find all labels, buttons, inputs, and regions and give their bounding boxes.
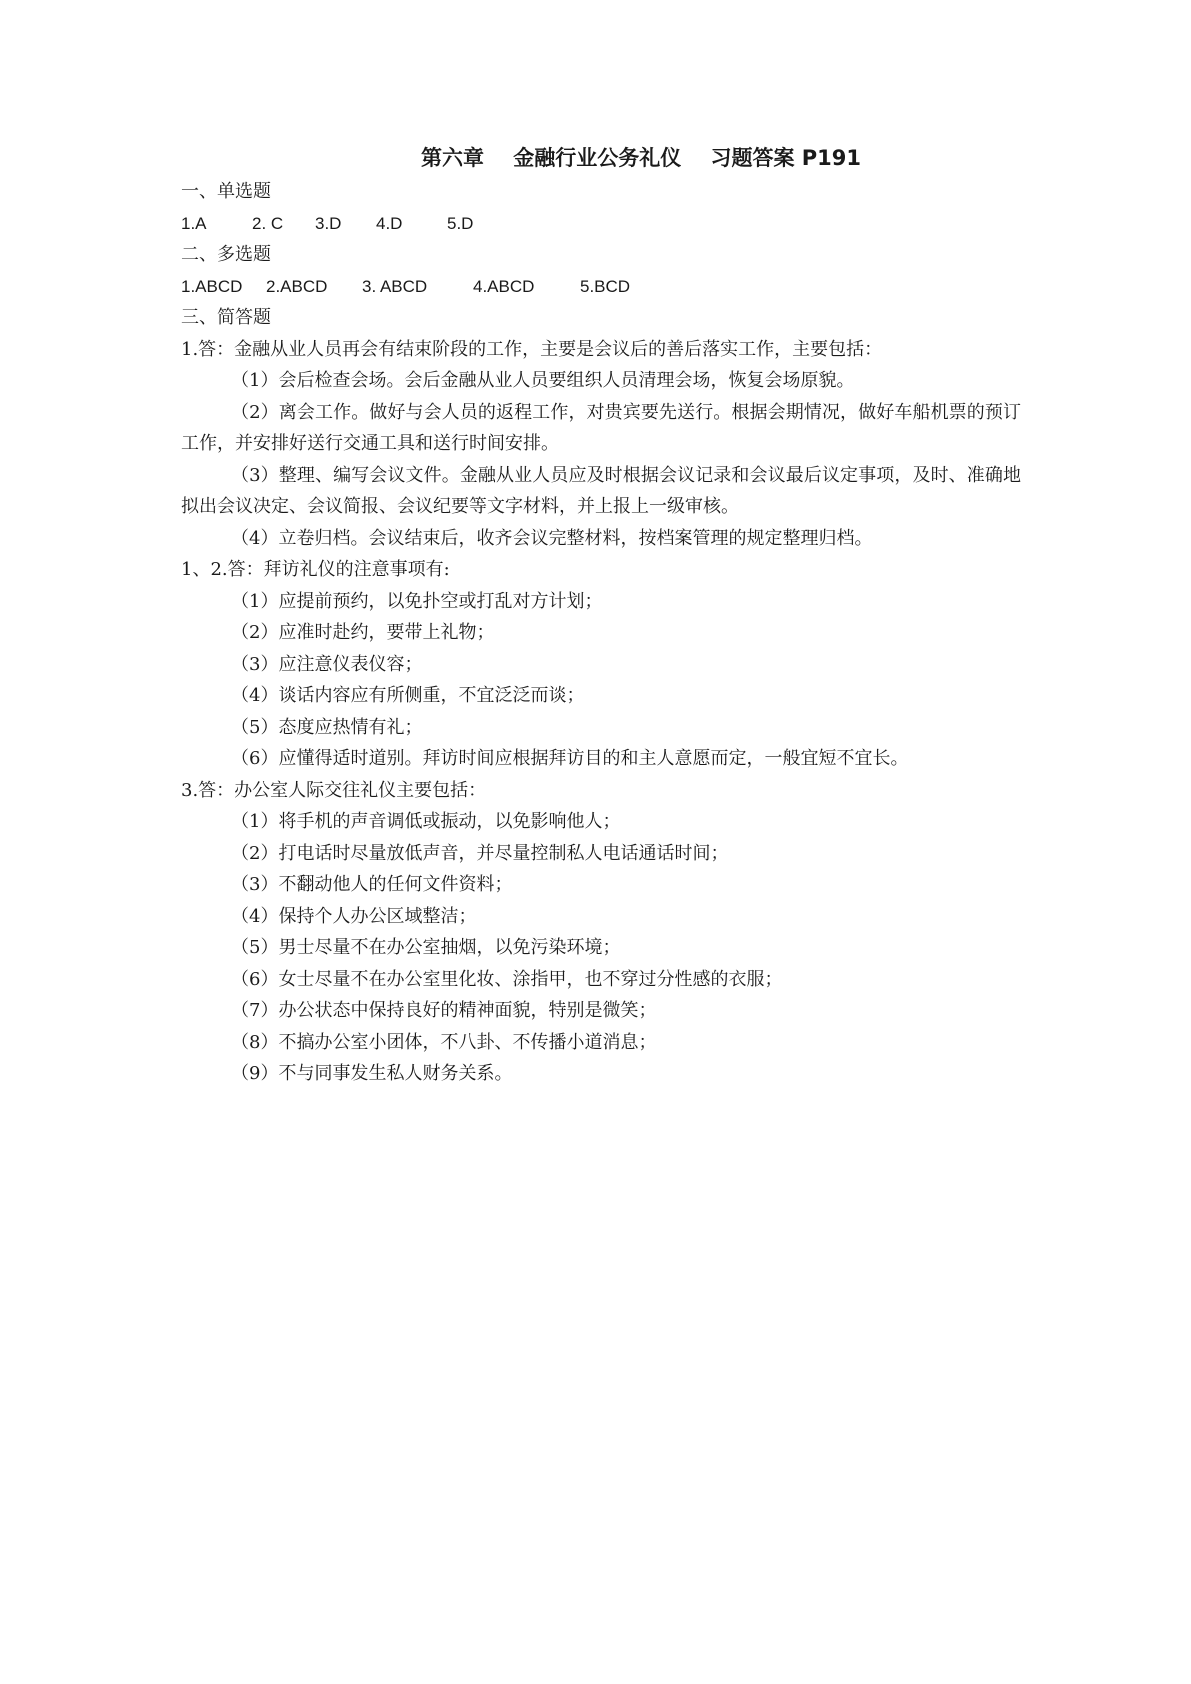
question-3-intro: 3.答：办公室人际交往礼仪主要包括： [181,779,487,801]
list-item: （1）会后检查会场。会后金融从业人员要组织人员清理会场，恢复会场原貌。 [231,370,855,391]
list-item: （3）不翻动他人的任何文件资料； [231,874,513,895]
short-answer-heading: 三、简答题 [181,307,271,328]
answer-item: 2. C [252,213,284,233]
list-item: （1）将手机的声音调低或振动，以免影响他人； [231,811,621,832]
list-item: （2）离会工作。做好与会人员的返程工作，对贵宾要先送行。根据会期情况，做好车船机票的预订工作，并安排好送行交通工具和送行时间安排。 [181,401,1021,454]
multiple-choice-heading: 二、多选题 [181,244,271,265]
answer-item: 4.ABCD [473,276,535,296]
list-item: （7）办公状态中保持良好的精神面貌，特别是微笑； [231,1000,657,1021]
page-title: 第六章 金融行业公务礼仪 习题答案 P191 [420,146,862,170]
answer-item: 5.BCD [580,276,631,296]
answer-item: 1.A [181,213,207,233]
list-item: （5）态度应热情有礼； [231,716,423,738]
list-item: （4）立卷归档。会议结束后，收齐会议完整材料，按档案管理的规定整理归档。 [231,527,873,549]
single-choice-heading: 一、单选题 [181,181,271,202]
answer-item: 3. ABCD [362,276,428,296]
list-item: （2）应准时赴约，要带上礼物； [231,622,495,643]
answer-item: 3.D [315,213,342,233]
list-item: （1）应提前预约，以免扑空或打乱对方计划； [231,590,603,612]
list-item: （4）谈话内容应有所侧重，不宜泛泛而谈； [231,685,585,706]
list-item: （6）应懂得适时道别。拜访时间应根据拜访目的和主人意愿而定，一般宜短不宜长。 [231,748,909,769]
answer-item: 4.D [376,213,403,233]
list-item: （8）不搞办公室小团体，不八卦、不传播小道消息； [231,1031,657,1053]
question-2-intro: 1、2.答：拜访礼仪的注意事项有: [181,559,450,580]
document-page [181,140,1021,1090]
list-item: （2）打电话时尽量放低声音，并尽量控制私人电话通话时间； [231,842,729,864]
list-item: （3）应注意仪表仪容； [231,653,423,675]
answer-item: 5.D [447,213,474,233]
list-item: （6）女士尽量不在办公室里化妆、涂指甲，也不穿过分性感的衣服； [231,968,783,990]
list-item: （4）保持个人办公区域整洁； [231,905,477,927]
answer-item: 2.ABCD [266,276,328,296]
list-item: （3）整理、编写会议文件。金融从业人员应及时根据会议记录和会议最后议定事项，及时、准确地拟出会议决定、会议简报、会议纪要等文字材料，并上报上一级审核。 [181,464,1021,517]
list-item: （9）不与同事发生私人财务关系。 [231,1063,513,1084]
answer-item: 1.ABCD [181,276,243,296]
multiple-choice-answers [181,271,1021,303]
question-1-intro: 1.答：金融从业人员再会有结束阶段的工作，主要是会议后的善后落实工作，主要包括： [181,338,883,360]
list-item: （5）男士尽量不在办公室抽烟，以免污染环境； [231,937,621,958]
single-choice-answers [181,208,1021,240]
